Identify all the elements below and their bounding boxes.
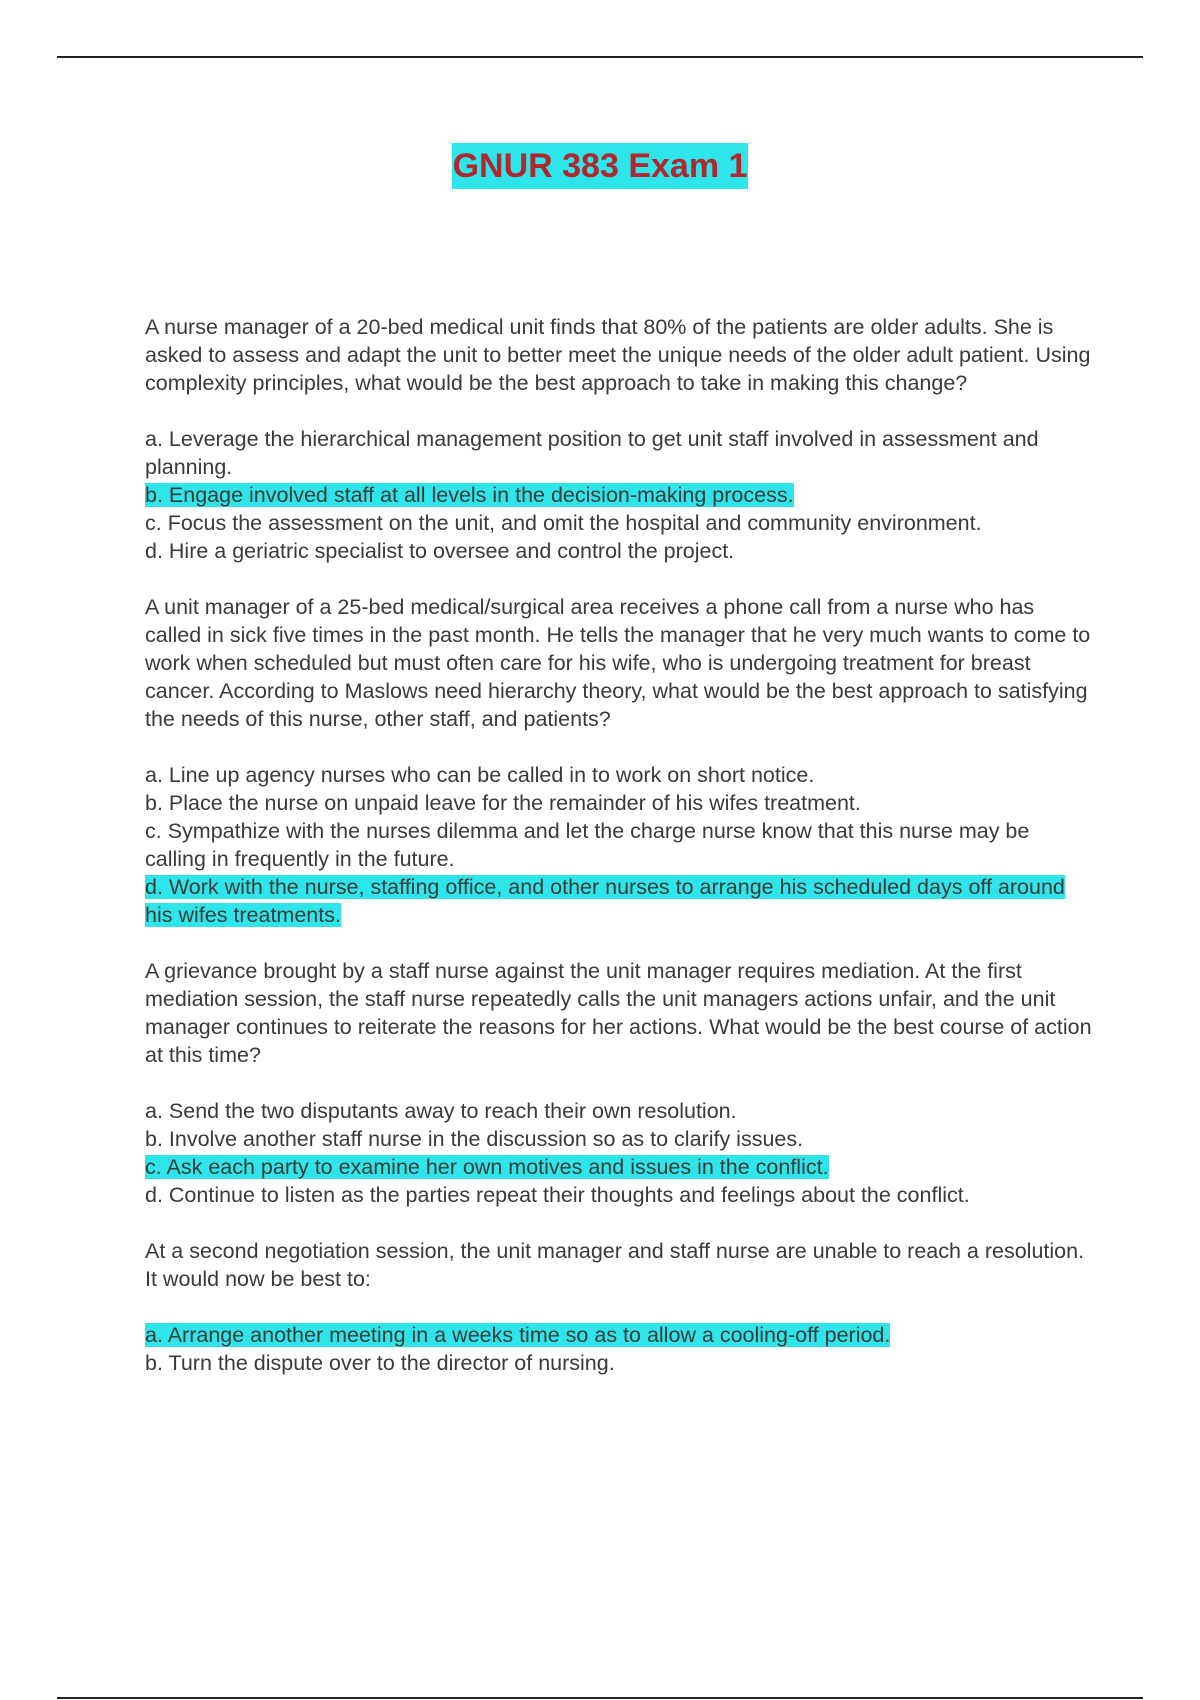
spacer: [145, 397, 1095, 425]
question-1-option-a: a. Leverage the hierarchical management position to get unit staff involved in assessment and planning.: [145, 427, 1039, 479]
question-2-option-d: [145, 873, 1095, 929]
question-1-option-b: [145, 481, 1095, 509]
question-1-stem: A nurse manager of a 20-bed medical unit finds that 80% of the patients are older adults. She is asked to assess and adapt the unit to better meet the unique needs of the older adult patient. Using complexity principles, what would be the best approach to take in making this change?: [145, 315, 1091, 395]
question-2-option-b: b. Place the nurse on unpaid leave for the remainder of his wifes treatment.: [145, 791, 861, 815]
question-3-stem: A grievance brought by a staff nurse against the unit manager requires mediation. At the first mediation session, the staff nurse repeatedly calls the unit managers actions unfair, and the unit manager continues to reiterate the reasons for her actions. What would be the best course of action at this time?: [145, 959, 1092, 1067]
highlighted-answer: c. Ask each party to examine her own motives and issues in the conflict.: [145, 1155, 829, 1179]
spacer: [145, 929, 1095, 957]
highlighted-answer: a. Arrange another meeting in a weeks time so as to allow a cooling-off period.: [145, 1323, 891, 1347]
question-2-stem: A unit manager of a 25-bed medical/surgical area receives a phone call from a nurse who has called in sick five times in the past month. He tells the manager that he very much wants to come to work when scheduled but must often care for his wife, who is undergoing treatment for breast cancer. According to Maslows need hierarchy theory, what would be the best approach to satisfying the needs of this nurse, other staff, and patients?: [145, 595, 1091, 731]
bottom-rule: [57, 1697, 1143, 1699]
question-4-stem: At a second negotiation session, the unit manager and staff nurse are unable to reach a resolution. It would now be best to:: [145, 1239, 1085, 1291]
question-3-option-c: [145, 1153, 1095, 1181]
question-4-option-b: b. Turn the dispute over to the director of nursing.: [145, 1351, 615, 1375]
spacer: [145, 733, 1095, 761]
question-1-option-d: d. Hire a geriatric specialist to oversee and control the project.: [145, 539, 735, 563]
question-1-option-c: c. Focus the assessment on the unit, and omit the hospital and community environment.: [145, 511, 982, 535]
title-area: [0, 143, 1200, 189]
question-2-option-c: c. Sympathize with the nurses dilemma and let the charge nurse know that this nurse may be calling in frequently in the future.: [145, 819, 1030, 871]
spacer: [145, 565, 1095, 593]
question-3-option-d: d. Continue to listen as the parties repeat their thoughts and feelings about the conflict.: [145, 1183, 970, 1207]
highlighted-answer: d. Work with the nurse, staffing office, and other nurses to arrange his scheduled days off around his wifes treatments.: [145, 875, 1065, 927]
spacer: [145, 1209, 1095, 1237]
page-title: GNUR 383 Exam 1: [452, 143, 749, 189]
question-2-option-a: a. Line up agency nurses who can be called in to work on short notice.: [145, 763, 815, 787]
exam-content: [145, 313, 1095, 1377]
highlighted-answer: b. Engage involved staff at all levels in the decision-making process.: [145, 483, 794, 507]
question-3-option-a: a. Send the two disputants away to reach their own resolution.: [145, 1099, 737, 1123]
question-4-option-a: [145, 1321, 1095, 1349]
top-rule: [57, 56, 1143, 58]
question-3-option-b: b. Involve another staff nurse in the discussion so as to clarify issues.: [145, 1127, 804, 1151]
spacer: [145, 1293, 1095, 1321]
spacer: [145, 1069, 1095, 1097]
